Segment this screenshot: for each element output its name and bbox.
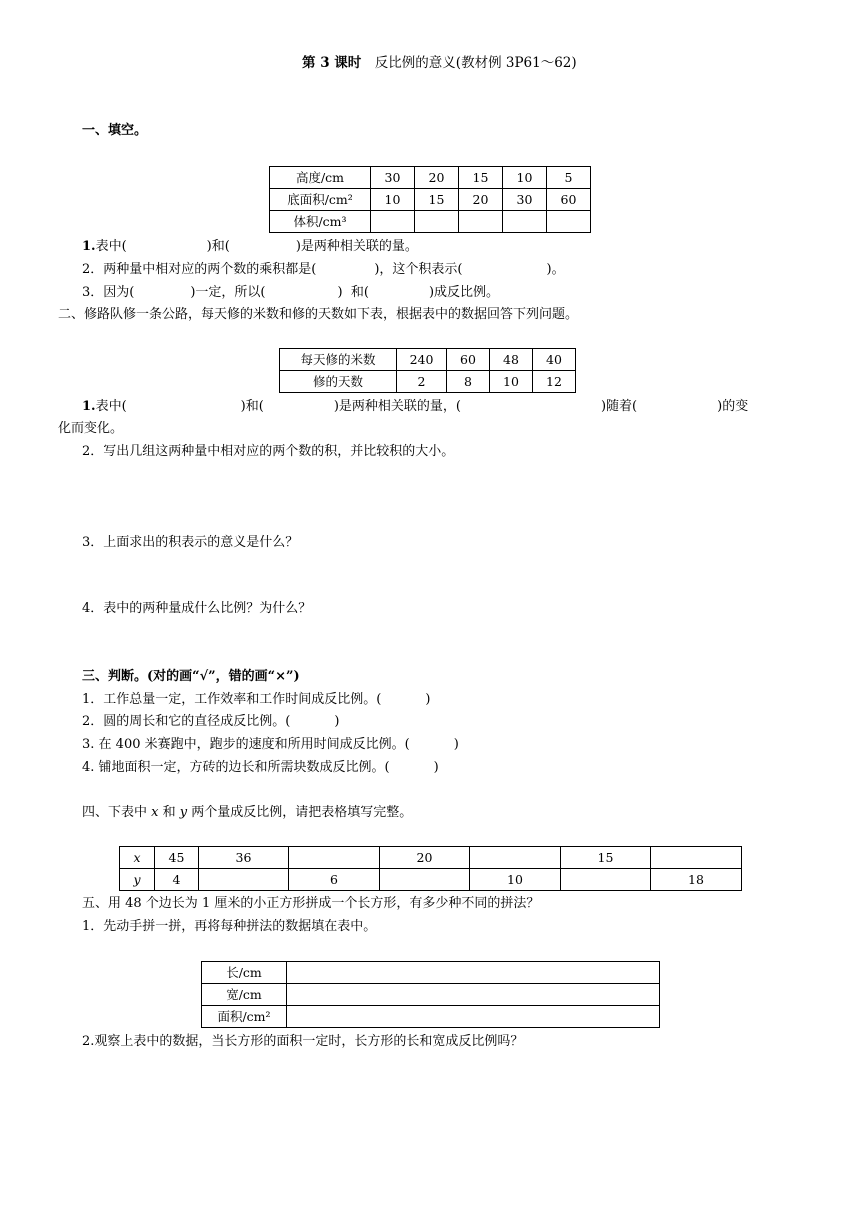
table-cell: 15 (415, 189, 459, 211)
table-cell: 18 (651, 869, 742, 891)
section-1-heading: 一、填空。 (82, 123, 148, 138)
question-text: )的变 (717, 399, 749, 414)
heading-text: 两个量成反比例，请把表格填写完整。 (187, 805, 413, 820)
row-label: y (120, 869, 155, 891)
question-number: 2． (82, 262, 104, 277)
question-text: )是两种相关联的量。 (295, 239, 418, 254)
answer-cell[interactable] (287, 962, 660, 984)
section-2-heading: 二、修路队修一条公路，每天修的米数和修的天数如下表，根据表中的数据回答下列问题。 (58, 307, 579, 322)
row-label: x (120, 847, 155, 869)
table-cell: 240 (397, 349, 447, 371)
table-cell: 20 (380, 847, 470, 869)
table-row (280, 349, 576, 371)
table-cell: 36 (199, 847, 289, 869)
lesson-title: 反比例的意义(教材例 3P61～62) (374, 55, 577, 71)
row-label: 面积/cm² (202, 1006, 287, 1028)
rectangle-table (201, 961, 660, 1028)
table-cell: 2 (397, 371, 447, 393)
table-cell: 12 (533, 371, 576, 393)
question-text: )和( (206, 239, 230, 254)
judge-text: 1．工作总量一定，工作效率和工作时间成反比例。( (82, 692, 382, 707)
s2-question-3: 3．上面求出的积表示的意义是什么？ (82, 535, 299, 550)
table-row (202, 962, 660, 984)
question-text: )。 (546, 262, 565, 277)
answer-cell[interactable] (459, 211, 503, 233)
judge-text: 2．圆的周长和它的直径成反比例。( (82, 714, 291, 729)
table-cell: 60 (547, 189, 591, 211)
question-number: 1. (82, 239, 96, 254)
answer-cell[interactable] (371, 211, 415, 233)
s1-question-2 (82, 261, 565, 279)
table-row (270, 189, 591, 211)
answer-cell[interactable] (547, 211, 591, 233)
table-cell: 45 (155, 847, 199, 869)
close-paren: ) (433, 760, 439, 775)
heading-text: 四、下表中 (82, 805, 152, 820)
s5-question-2: 2.观察上表中的数据，当长方形的面积一定时，长方形的长和宽成反比例吗？ (82, 1034, 524, 1049)
answer-cell[interactable] (287, 984, 660, 1006)
table-row (270, 167, 591, 189)
judge-item-2 (82, 713, 339, 731)
section-4-heading (82, 804, 412, 822)
table-cell: 4 (155, 869, 199, 891)
question-text: )随着( (600, 399, 638, 414)
close-paren: ) (453, 737, 459, 752)
question-number: 1. (82, 399, 96, 414)
row-label: 高度/cm (270, 167, 371, 189)
table-cell: 15 (459, 167, 503, 189)
judge-item-1 (82, 691, 430, 709)
question-text: 因为( (103, 285, 135, 300)
section-5-heading: 五、用 48 个边长为 1 厘米的小正方形拼成一个长方形，有多少种不同的拼法？ (82, 896, 540, 911)
road-table (279, 348, 576, 393)
question-text: 表中( (95, 239, 127, 254)
row-label: 体积/cm³ (270, 211, 371, 233)
question-text: )和( (240, 399, 264, 414)
answer-cell[interactable] (503, 211, 547, 233)
answer-cell[interactable] (289, 847, 380, 869)
lesson-number: 第 3 课时 (302, 55, 362, 71)
heading-text: 和 (158, 805, 180, 820)
table-cell: 30 (503, 189, 547, 211)
table-row (120, 869, 742, 891)
volume-table (269, 166, 591, 233)
table-cell: 60 (447, 349, 490, 371)
table-cell: 6 (289, 869, 380, 891)
s1-question-3 (82, 284, 499, 302)
s2-question-1-cont: 化而变化。 (58, 421, 124, 436)
question-text: )一定，所以( (190, 285, 266, 300)
table-cell: 30 (371, 167, 415, 189)
answer-cell[interactable] (651, 847, 742, 869)
judge-item-3 (82, 736, 459, 754)
xy-table (119, 846, 742, 891)
row-label: 底面积/cm² (270, 189, 371, 211)
answer-cell[interactable] (199, 869, 289, 891)
table-cell: 10 (490, 371, 533, 393)
judge-text: 3. 在 400 米赛跑中，跑步的速度和所用时间成反比例。( (82, 737, 410, 752)
table-cell: 20 (415, 167, 459, 189)
table-cell: 10 (503, 167, 547, 189)
question-text: 两种量中相对应的两个数的乘积都是( (103, 262, 317, 277)
s2-question-2: 2．写出几组这两种量中相对应的两个数的积，并比较积的大小。 (82, 444, 455, 459)
table-row (120, 847, 742, 869)
table-cell: 8 (447, 371, 490, 393)
answer-cell[interactable] (287, 1006, 660, 1028)
row-label: 每天修的米数 (280, 349, 397, 371)
judge-item-4 (82, 759, 439, 777)
question-text: )，这个积表示( (374, 262, 463, 277)
table-row (202, 984, 660, 1006)
page-title (302, 54, 577, 72)
question-number: 3． (82, 285, 104, 300)
table-row (280, 371, 576, 393)
row-label: 宽/cm (202, 984, 287, 1006)
s2-question-1 (82, 398, 748, 416)
table-row (270, 211, 591, 233)
row-label: 长/cm (202, 962, 287, 984)
question-text: ) 和( (337, 285, 369, 300)
table-cell: 10 (371, 189, 415, 211)
var-y: y (179, 805, 188, 820)
answer-cell[interactable] (470, 847, 561, 869)
judge-text: 4. 铺地面积一定，方砖的边长和所需块数成反比例。( (82, 760, 390, 775)
table-cell: 40 (533, 349, 576, 371)
section-3-heading: 三、判断。(对的画“√”，错的画“×”) (82, 669, 300, 684)
row-label: 修的天数 (280, 371, 397, 393)
question-text: 表中( (95, 399, 127, 414)
table-cell: 20 (459, 189, 503, 211)
var-x: x (151, 805, 159, 820)
answer-cell[interactable] (561, 869, 651, 891)
table-row (202, 1006, 660, 1028)
s5-question-1: 1．先动手拼一拼，再将每种拼法的数据填在表中。 (82, 919, 377, 934)
answer-cell[interactable] (415, 211, 459, 233)
s1-question-1 (82, 238, 418, 256)
answer-cell[interactable] (380, 869, 470, 891)
question-text: )成反比例。 (428, 285, 500, 300)
close-paren: ) (425, 692, 431, 707)
table-cell: 15 (561, 847, 651, 869)
s2-question-4: 4．表中的两种量成什么比例？为什么？ (82, 601, 312, 616)
table-cell: 10 (470, 869, 561, 891)
table-cell: 48 (490, 349, 533, 371)
table-cell: 5 (547, 167, 591, 189)
question-text: )是两种相关联的量，( (333, 399, 461, 414)
close-paren: ) (334, 714, 340, 729)
